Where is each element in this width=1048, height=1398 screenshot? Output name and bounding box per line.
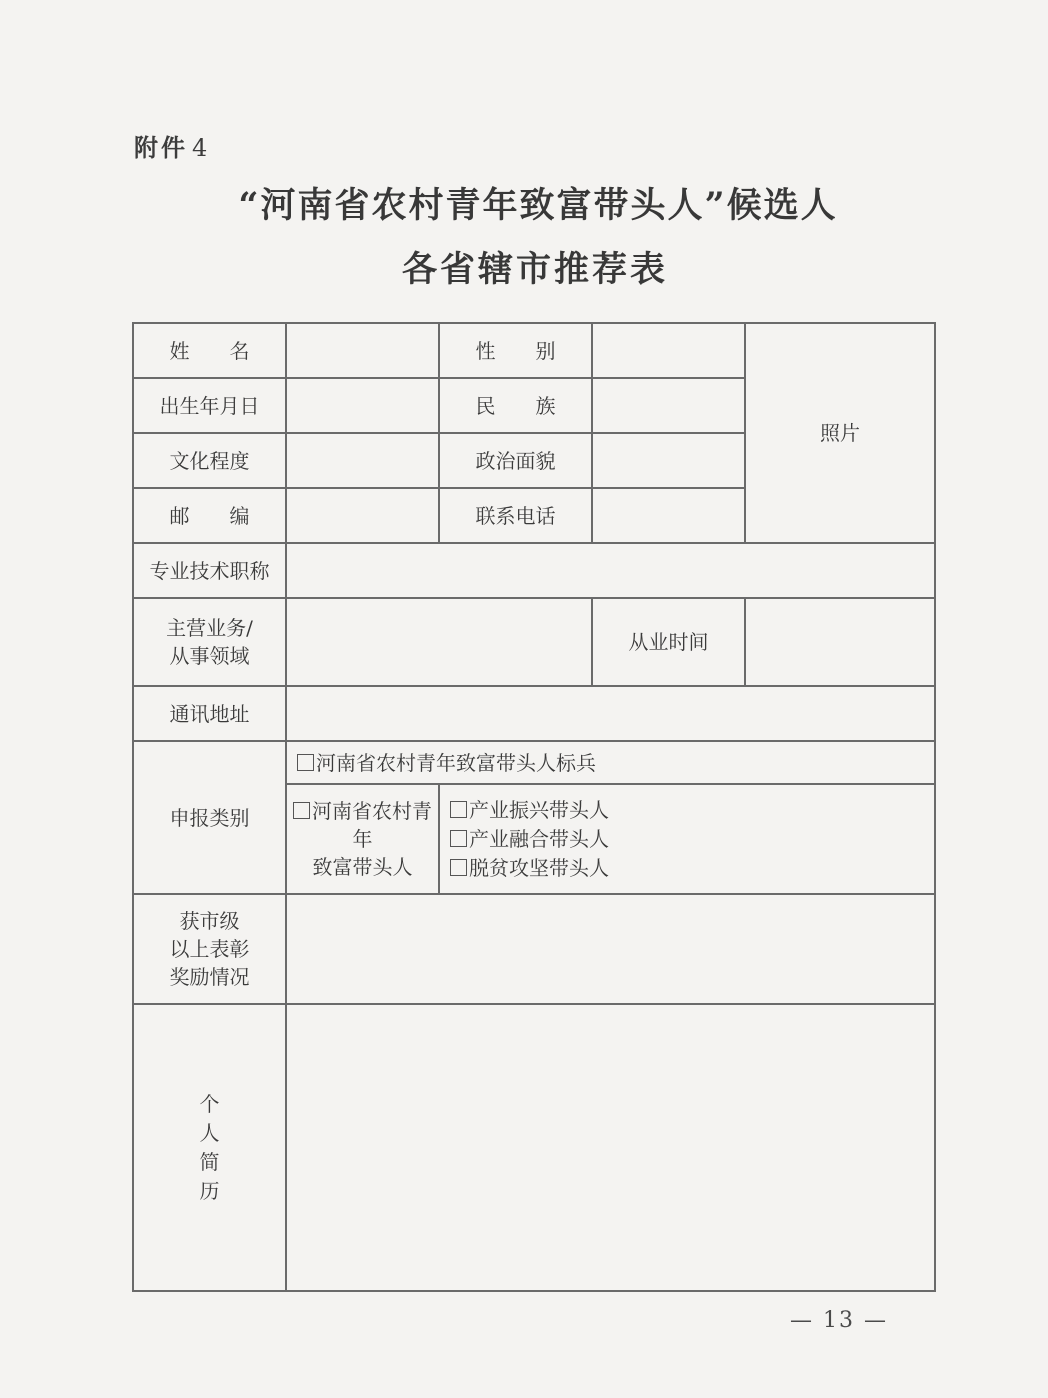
ethnicity-label: 民 族: [439, 378, 592, 433]
years-field[interactable]: [745, 598, 935, 686]
birthdate-field[interactable]: [286, 378, 439, 433]
recommendation-form-table: [132, 322, 936, 1292]
phone-label: 联系电话: [439, 488, 592, 543]
awards-label: 获市级 以上表彰 奖励情况: [133, 894, 286, 1004]
gender-label: 性 别: [439, 323, 592, 378]
political-status-label: 政治面貌: [439, 433, 592, 488]
checkbox-icon[interactable]: [450, 801, 467, 818]
attachment-text: 附件: [134, 133, 188, 162]
attachment-number: 4: [192, 134, 211, 162]
resume-field[interactable]: [286, 1004, 935, 1291]
postcode-field[interactable]: [286, 488, 439, 543]
name-label: 姓 名: [133, 323, 286, 378]
photo-label: 照片: [820, 421, 860, 445]
sub-option-poverty-alleviation[interactable]: 脱贫攻坚带头人: [450, 854, 934, 883]
sub-option-industry-revitalization[interactable]: 产业振兴带头人: [450, 796, 934, 825]
education-field[interactable]: [286, 433, 439, 488]
education-label: 文化程度: [133, 433, 286, 488]
awards-field[interactable]: [286, 894, 935, 1004]
checkbox-icon[interactable]: [450, 830, 467, 847]
address-label: 通讯地址: [133, 686, 286, 741]
name-field[interactable]: [286, 323, 439, 378]
postcode-label: 邮 编: [133, 488, 286, 543]
checkbox-icon[interactable]: [293, 802, 310, 819]
category-label: 申报类别: [133, 741, 286, 894]
ethnicity-field[interactable]: [592, 378, 745, 433]
address-field[interactable]: [286, 686, 935, 741]
category-option-leader[interactable]: 河南省农村青年 致富带头人: [286, 784, 439, 894]
photo-box[interactable]: [745, 323, 935, 543]
category-option-model[interactable]: 河南省农村青年致富带头人标兵: [286, 741, 935, 784]
category-sub-options: [439, 784, 935, 894]
business-label: 主营业务/ 从事领域: [133, 598, 286, 686]
years-label: 从业时间: [592, 598, 745, 686]
checkbox-icon[interactable]: [450, 859, 467, 876]
phone-field[interactable]: [592, 488, 745, 543]
business-field[interactable]: [286, 598, 592, 686]
page-number: — 13 —: [790, 1308, 888, 1333]
sub-option-industry-integration[interactable]: 产业融合带头人: [450, 825, 934, 854]
document-title-line-2: 各省辖市推荐表: [401, 249, 668, 290]
professional-title-field[interactable]: [286, 543, 935, 598]
document-title-line-1: “河南省农村青年致富带头人”候选人: [238, 185, 838, 226]
gender-field[interactable]: [592, 323, 745, 378]
birthdate-label: 出生年月日: [133, 378, 286, 433]
professional-title-label: 专业技术职称: [133, 543, 286, 598]
attachment-label: [134, 128, 210, 163]
checkbox-icon[interactable]: [297, 754, 314, 771]
political-status-field[interactable]: [592, 433, 745, 488]
resume-label: 个 人 简 历: [133, 1004, 286, 1291]
